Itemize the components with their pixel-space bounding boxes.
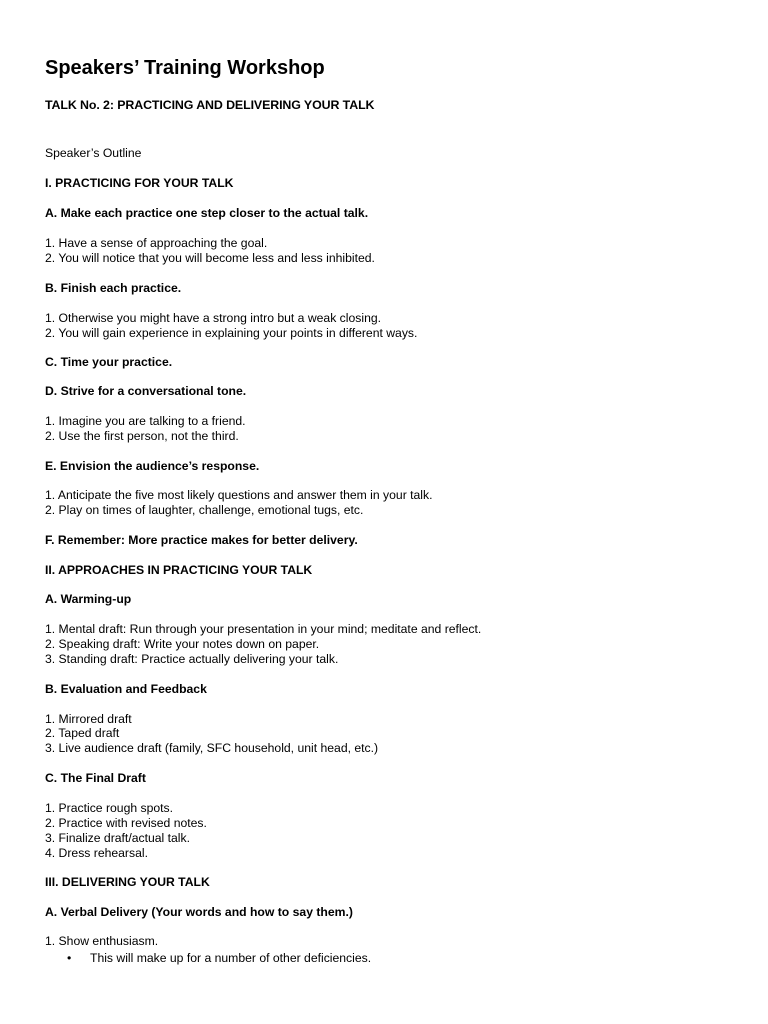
list-item: 1. Mirrored draft — [45, 712, 132, 726]
list-item: 2. Practice with revised notes. — [45, 816, 207, 830]
subsection-heading: B. Finish each practice. — [45, 281, 182, 295]
document-title: Speakers’ Training Workshop — [45, 57, 325, 79]
subsection-heading: C. Time your practice. — [45, 355, 173, 369]
list-item: 2. Speaking draft: Write your notes down on paper. — [45, 637, 320, 651]
section-heading: III. DELIVERING YOUR TALK — [45, 875, 210, 889]
list-item: 3. Standing draft: Practice actually delivering your talk. — [45, 652, 339, 666]
list-item: 1. Anticipate the five most likely questions and answer them in your talk. — [45, 488, 433, 502]
subsection-heading: A. Make each practice one step closer to the actual talk. — [45, 206, 369, 220]
subsection-heading: C. The Final Draft — [45, 771, 146, 785]
bullet-icon: • — [67, 951, 72, 965]
subsection-heading: D. Strive for a conversational tone. — [45, 384, 247, 398]
list-item: 1. Otherwise you might have a strong intro but a weak closing. — [45, 311, 382, 325]
talk-subtitle: TALK No. 2: PRACTICING AND DELIVERING YOUR TALK — [45, 98, 375, 112]
list-item: 2. Taped draft — [45, 726, 120, 740]
list-item: 2. Play on times of laughter, challenge, emotional tugs, etc. — [45, 503, 364, 517]
subsection-heading: F. Remember: More practice makes for better delivery. — [45, 533, 358, 547]
list-item: 1. Show enthusiasm. — [45, 934, 159, 948]
list-item: 1. Mental draft: Run through your presentation in your mind; meditate and reflect. — [45, 622, 482, 636]
list-item: 1. Have a sense of approaching the goal. — [45, 236, 268, 250]
list-item: 3. Finalize draft/actual talk. — [45, 831, 190, 845]
list-item: 2. You will gain experience in explaining your points in different ways. — [45, 326, 418, 340]
list-item: 1. Practice rough spots. — [45, 801, 174, 815]
section-heading: II. APPROACHES IN PRACTICING YOUR TALK — [45, 563, 313, 577]
subsection-heading: A. Verbal Delivery (Your words and how to say them.) — [45, 905, 353, 919]
bullet-text: This will make up for a number of other deficiencies. — [90, 951, 372, 965]
list-item: 2. You will notice that you will become less and less inhibited. — [45, 251, 375, 265]
subsection-heading: E. Envision the audience’s response. — [45, 459, 260, 473]
list-item: 2. Use the first person, not the third. — [45, 429, 239, 443]
bullet-item — [67, 951, 371, 966]
list-item: 3. Live audience draft (family, SFC household, unit head, etc.) — [45, 741, 379, 755]
section-heading: I. PRACTICING FOR YOUR TALK — [45, 176, 234, 190]
list-item: 1. Imagine you are talking to a friend. — [45, 414, 246, 428]
subsection-heading: A. Warming-up — [45, 592, 132, 606]
outline-label: Speaker’s Outline — [45, 146, 142, 160]
subsection-heading: B. Evaluation and Feedback — [45, 682, 207, 696]
list-item: 4. Dress rehearsal. — [45, 846, 148, 860]
